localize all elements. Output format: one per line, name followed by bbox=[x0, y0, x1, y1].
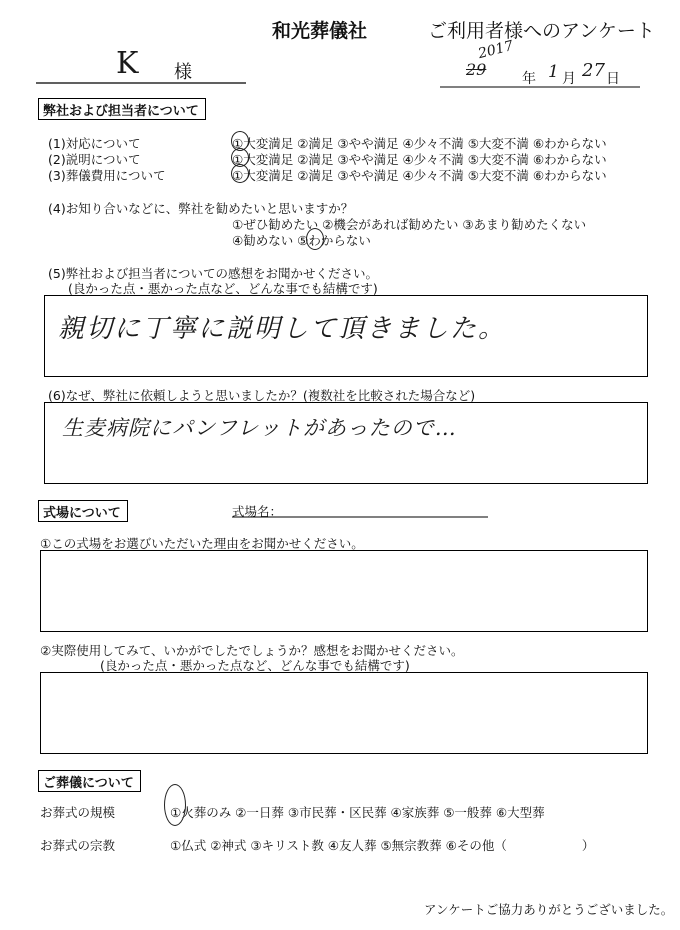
date-underline bbox=[440, 86, 640, 89]
venue-q1-box bbox=[40, 550, 648, 632]
q5-question: (5)弊社および担当者についての感想をお聞かせください。 bbox=[48, 266, 378, 281]
date-day: 27 bbox=[582, 60, 605, 81]
venue-q2-box bbox=[40, 672, 648, 754]
section-title-venue: 式場について bbox=[38, 500, 128, 522]
answer-circle-q4 bbox=[306, 228, 324, 250]
religion-label: お葬式の宗教 bbox=[40, 838, 116, 853]
q3-label: (3)葬儀費用について bbox=[48, 168, 166, 183]
q2-options: ①大変満足 ②満足 ③やや満足 ④少々不満 ⑤大変不満 ⑥わからない bbox=[232, 152, 607, 167]
religion-options: ①仏式 ②神式 ③キリスト教 ④友人葬 ⑤無宗教葬 ⑥その他（ ） bbox=[170, 838, 595, 853]
q1-label: (1)対応について bbox=[48, 136, 141, 151]
section-title-company: 弊社および担当者について bbox=[38, 98, 206, 120]
answer-circle-scale bbox=[164, 784, 186, 826]
footer-thanks: アンケートご協力ありがとうございました。 bbox=[424, 902, 674, 917]
venue-q1: ①この式場をお選びいただいた理由をお聞かせください。 bbox=[40, 536, 364, 551]
name-underline bbox=[36, 82, 246, 85]
survey-title: ご利用者様へのアンケート bbox=[428, 20, 655, 42]
venue-q2: ②実際使用してみて、いかがでしたでしょうか？感想をお聞かせください。 bbox=[40, 643, 464, 658]
date-day-label: 日 bbox=[606, 71, 620, 87]
date-month-label: 月 bbox=[562, 71, 576, 87]
scale-label: お葬式の規模 bbox=[40, 805, 116, 820]
customer-name: K bbox=[116, 46, 139, 81]
date-era-struck: 29 bbox=[466, 60, 487, 79]
q4-question: (4)お知り合いなどに、弊社を勧めたいと思いますか？ bbox=[48, 201, 354, 216]
q2-label: (2)説明について bbox=[48, 152, 141, 167]
company-name: 和光葬儀社 bbox=[272, 20, 368, 42]
q1-options: ①大変満足 ②満足 ③やや満足 ④少々不満 ⑤大変不満 ⑥わからない bbox=[232, 136, 607, 151]
date-month: 1 bbox=[548, 62, 559, 82]
q3-options: ①大変満足 ②満足 ③やや満足 ④少々不満 ⑤大変不満 ⑥わからない bbox=[232, 168, 607, 183]
scale-options: ①火葬のみ ②一日葬 ③市民葬・区民葬 ④家族葬 ⑤一般葬 ⑥大型葬 bbox=[170, 805, 545, 820]
venue-name-label: 式場名： bbox=[232, 504, 283, 519]
answer-circle-q3 bbox=[231, 164, 249, 183]
q5-subtext: (良かった点・悪かった点など、どんな事でも結構です) bbox=[68, 281, 378, 296]
q5-answer-text: 親切に丁寧に説明して頂きました。 bbox=[58, 314, 507, 344]
venue-name-underline bbox=[232, 516, 488, 519]
date-year-label: 年 bbox=[522, 71, 536, 87]
q4-options-line2: ④勧めない ⑤わからない bbox=[232, 233, 371, 248]
customer-suffix: 様 bbox=[174, 62, 192, 83]
date-year-written: 2017 bbox=[476, 37, 516, 63]
section-title-funeral: ご葬儀について bbox=[38, 770, 141, 792]
q6-answer-text: 生麦病院にパンフレットがあったので… bbox=[62, 416, 457, 440]
venue-q2-subtext: (良かった点・悪かった点など、どんな事でも結構です) bbox=[100, 658, 410, 673]
q4-options-line1: ①ぜひ勧めたい ②機会があれば勧めたい ③あまり勧めたくない bbox=[232, 217, 587, 232]
q6-question: (6)なぜ、弊社に依頼しようと思いましたか？(複数社を比較された場合など) bbox=[48, 388, 476, 403]
